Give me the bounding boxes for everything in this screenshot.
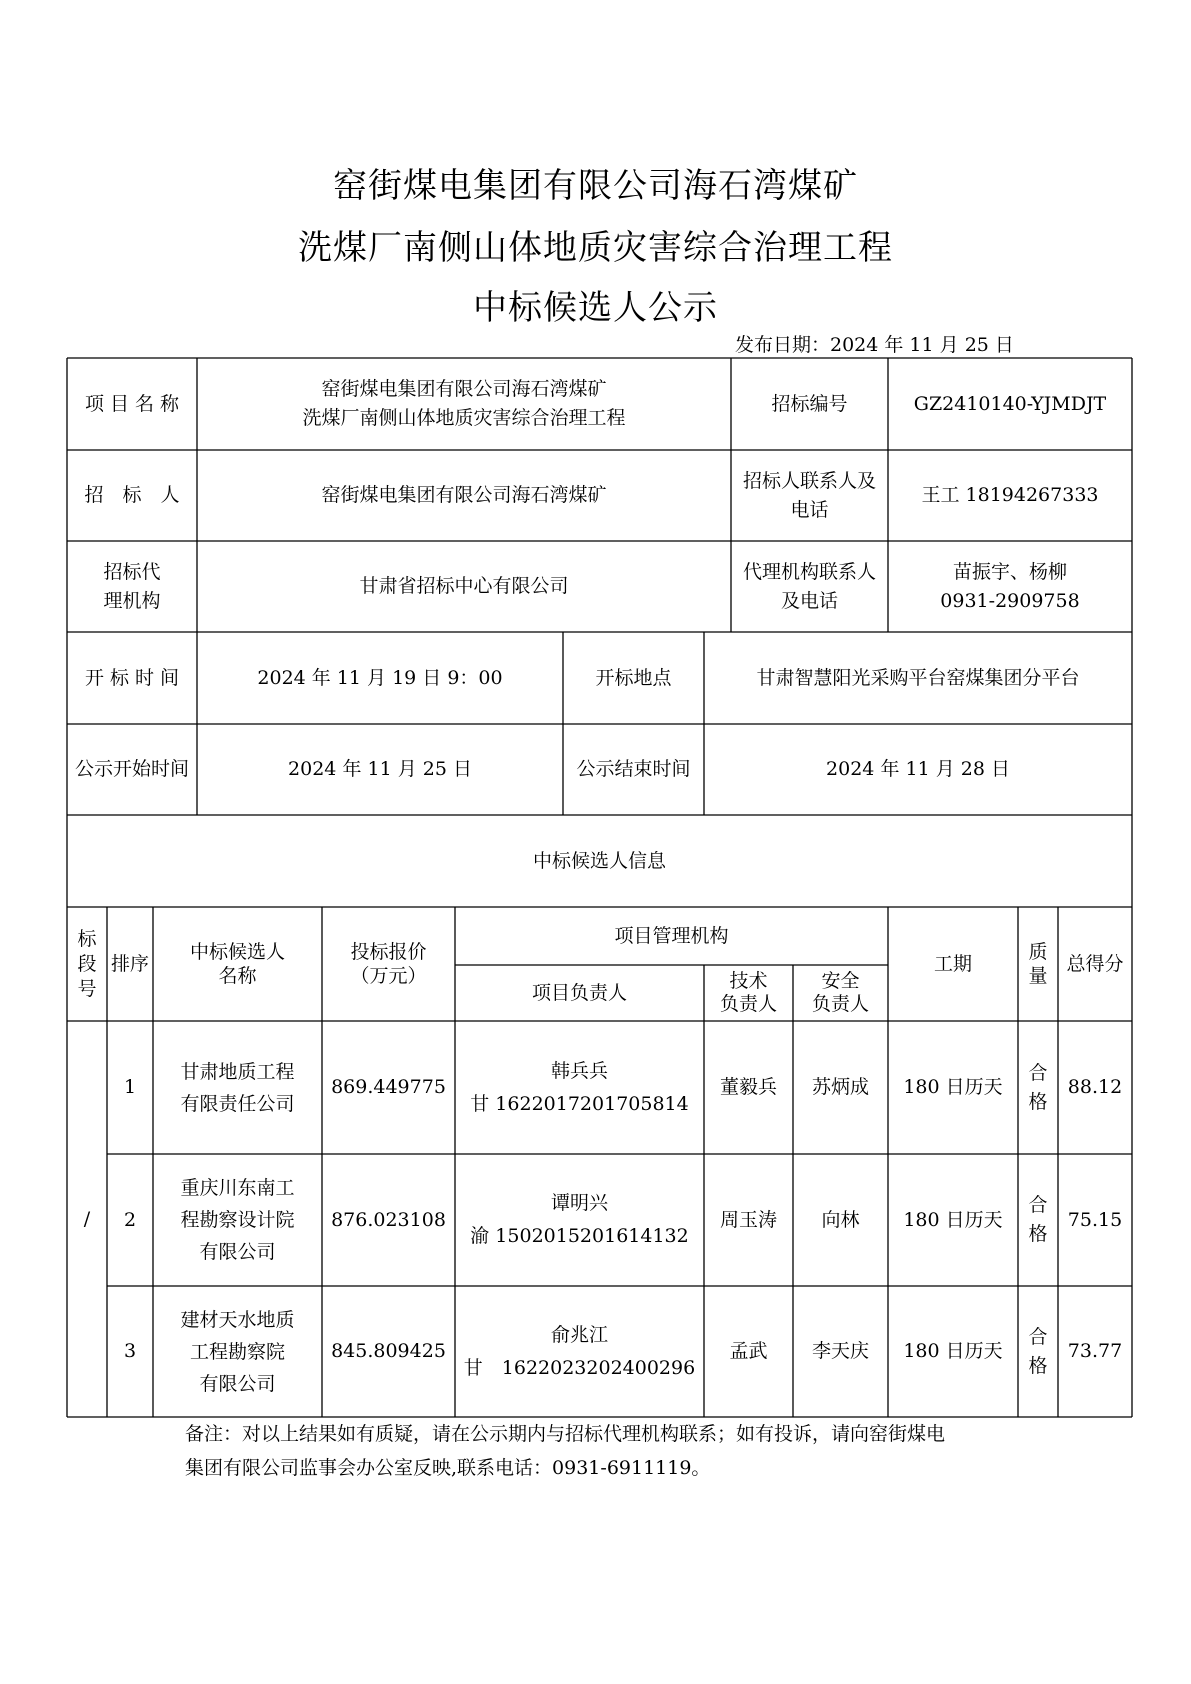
bid-number-value: GZ2410140-YJMDJT	[913, 392, 1107, 415]
tenderer-value: 窑街煤电集团有限公司海石湾煤矿	[321, 484, 607, 506]
note-line-2: 集团有限公司监事会办公室反映,联系电话：0931-6911119。	[185, 1457, 711, 1479]
open-time-label: 开 标 时 间	[84, 666, 180, 689]
agency-label: 招标代 理机构	[103, 560, 161, 612]
tenderer-contact-value: 王工 18194267333	[921, 484, 1099, 506]
header-name: 中标候选人 名称	[189, 941, 285, 987]
notice-end-value: 2024 年 11 月 28 日	[826, 758, 1010, 780]
table-row-2-name: 重庆川东南工 程勘察设计院 有限公司	[180, 1177, 295, 1263]
header-safety-lead: 安全 负责人	[811, 970, 869, 1015]
agency-value: 甘肃省招标中心有限公司	[359, 575, 569, 597]
note-line-1: 备注：对以上结果如有质疑，请在公示期内与招标代理机构联系；如有投诉，请向窑街煤电	[185, 1423, 946, 1445]
page-title-line-2: 洗煤厂南侧山体地质灾害综合治理工程	[298, 228, 893, 268]
project-name-label: 项 目 名 称	[84, 392, 180, 415]
table-row-2-tech: 周玉涛	[719, 1208, 777, 1231]
table-row-3-price: 845.809425	[331, 1340, 446, 1362]
table-row-1-price: 869.449775	[331, 1076, 446, 1098]
page-title-line-3: 中标候选人公示	[473, 288, 718, 328]
header-rank: 排序	[110, 952, 149, 975]
table-row-1-tech: 董毅兵	[719, 1076, 777, 1098]
table-row-1-pm: 韩兵兵 甘 1622017201705814	[470, 1059, 689, 1115]
table-row-3-quality: 合 格	[1028, 1325, 1048, 1377]
table-row-2-safety: 向林	[821, 1208, 860, 1231]
tenderer-label: 招 标 人	[84, 484, 180, 506]
header-pm-lead: 项目负责人	[531, 981, 627, 1004]
table-row-1-duration: 180 日历天	[903, 1076, 1003, 1098]
table-row-3-score: 73.77	[1067, 1340, 1123, 1362]
header-pm-org: 项目管理机构	[614, 924, 729, 947]
notice-start-label: 公示开始时间	[74, 758, 189, 780]
table-row-2-score: 75.15	[1067, 1208, 1123, 1231]
table-row-3-safety: 李天庆	[811, 1340, 869, 1362]
section-no-value: /	[83, 1207, 91, 1230]
page-title-line-1: 窑街煤电集团有限公司海石湾煤矿	[333, 166, 858, 206]
table-row-3-duration: 180 日历天	[903, 1340, 1003, 1362]
table-row-1-score: 88.12	[1067, 1076, 1123, 1098]
table-row-2-pm: 谭明兴 渝 1502015201614132	[470, 1192, 689, 1247]
table-row-1-safety: 苏炳成	[811, 1076, 869, 1098]
notice-start-value: 2024 年 11 月 25 日	[288, 758, 472, 780]
header-duration: 工期	[933, 952, 972, 975]
publish-date: 发布日期：2024 年 11 月 25 日	[735, 334, 1014, 356]
notice-end-label: 公示结束时间	[576, 758, 691, 780]
table-row-3-tech: 孟武	[729, 1340, 768, 1362]
table-row-3-name: 建材天水地质 工程勘察院 有限公司	[180, 1308, 295, 1395]
header-price: 投标报价 （万元）	[350, 941, 427, 987]
table-row-1-name: 甘肃地质工程 有限责任公司	[180, 1060, 295, 1115]
table-row-2-duration: 180 日历天	[903, 1208, 1003, 1231]
candidates-section-title: 中标候选人信息	[532, 849, 666, 872]
agency-contact-label: 代理机构联系人 及电话	[742, 560, 876, 612]
table-row-1-quality: 合 格	[1028, 1061, 1048, 1113]
header-score: 总得分	[1066, 952, 1124, 975]
open-place-label: 开标地点	[595, 666, 672, 689]
header-section-no: 标 段 号	[77, 927, 97, 1000]
open-time-value: 2024 年 11 月 19 日 9：00	[257, 666, 503, 689]
table-row-3-pm: 俞兆江 甘 1622023202400296	[463, 1323, 696, 1379]
bid-number-label: 招标编号	[771, 392, 848, 415]
table-row-3-rank: 3	[123, 1340, 137, 1362]
table-row-2-quality: 合 格	[1028, 1194, 1048, 1245]
project-name-value: 窑街煤电集团有限公司海石湾煤矿 洗煤厂南侧山体地质灾害综合治理工程	[302, 378, 626, 429]
open-place-value: 甘肃智慧阳光采购平台窑煤集团分平台	[756, 666, 1080, 689]
tenderer-contact-label: 招标人联系人及 电话	[742, 469, 876, 521]
table-row-1-rank: 1	[123, 1076, 137, 1098]
header-quality: 质 量	[1028, 941, 1048, 987]
table-row-2-price: 876.023108	[331, 1208, 446, 1231]
header-tech-lead: 技术 负责人	[719, 970, 777, 1015]
table-row-2-rank: 2	[123, 1208, 137, 1231]
agency-contact-value: 苗振宇、杨柳 0931-2909758	[940, 560, 1080, 612]
